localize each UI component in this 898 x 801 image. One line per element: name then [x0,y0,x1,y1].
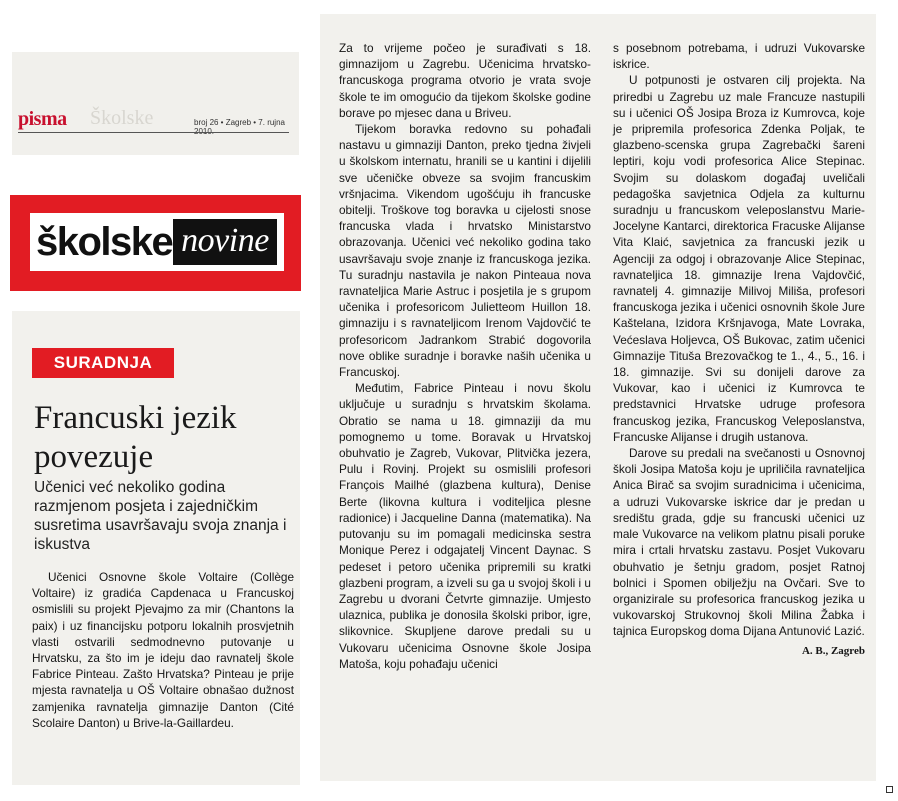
paragraph: Za to vrijeme počeo je surađivati s 18. gimnazijom u Zagrebu. Učenicima hrvatsko-francuskoga programa otvorio je vrata svoje škole te im omogućio da tijekom školske godine borave po mjesec dana u Briveu. [339,41,591,120]
article-kicker: SURADNJA [32,348,174,378]
header-clipping [12,52,299,155]
article-column-left [32,569,294,731]
paragraph: Tijekom boravka redovno su pohađali nastavu u gimnaziji Danton, preko tjedna živjeli u školskom internatu, hranili se u kantini i dijelili sve učeničke obveze sa svojim francuskim vršnjacima. Vikendom ugošćuju ih francuske obitelji. Troškove tog boravka u cijelosti snose francuska vlada i hrvatsko Ministarstvo obrazovanja. Učenici već nekoliko godina tako usavršavaju svoje znanje iz francuskoga jezika. Tu suradnju nastavila je nakon Pinteaua nova ravnateljica Marie Astruc i posjetila je s grupom učenika i profesoricom Julietteom Huillon 18. gimnaziju i s ravnateljicom Irenom Vajdovčić te profesoricom Jadrankom Strabić dogovorila nove oblike suradnje i boravke naših učenika u Francuskoj. [339,122,591,380]
paragraph: Učenici Osnovne škole Voltaire (Collège Voltaire) iz gradića Capdenaca u Francuskoj osmislili su projekt Pjevajmo za mir (Chantons la paix) i uz financijsku potporu lokalnih prosvjetnih vlasti ostvarili sedmodnevno putovanje u Hrvatsku, za što im je ideju dao ravnatelj škole Fabrice Pinteau. Zašto Hrvatska? Pinteau je prije mjesta ravnatelja u OŠ Voltaire obnašao dužnost zamjenika ravnatelja gimnazije Danton (Cité Scolaire Danton) u Brive-la-Gaillardeu. [32,570,294,730]
section-label: pisma [18,108,67,130]
paragraph: s posebnom potrebama, i udruzi Vukovarske iskrice. [613,41,865,72]
article-column-right [613,40,865,659]
article-left-clipping [12,311,300,785]
paragraph: Međutim, Fabrice Pinteau i novu školu uključuje u suradnju s hrvatskim školama. Obratio se nama u 18. gimnaziji da mu pomognemo u tome. Boravak u Hrvatskoj obuhvatio je Zagreb, Vukovar, Plitvička jezera, Pulu i Rovinj. Projekt su osmislili profesori François Mailhé (glazbena kultura), Denise Berte (likovna kultura i voditeljica plesne radionice) i Jacqueline Danna (matematika). Na putovanju su im pomagali medicinska sestra Monique Perez i odgajatelj Vincent Daynac. S pedeset i petoro učenika pripremili su kratki glazbeni program, a izveli su ga u svojoj školi i u Zagrebu u dvorani Četvrte gimnazije. Umjesto ulaznica, publika je donosila školski pribor, igre, slikovnice. Skupljene darove predali su u Vukovaru učenicima Osnovne škole Josipa Matoša, koju pohađaju učenici [339,381,591,671]
header-rule [18,132,289,133]
issue-info: broj 26 • Zagreb • 7. rujna 2010. [194,118,285,136]
paragraph: U potpunosti je ostvaren cilj projekta. Na priredbi u Zagrebu uz male Francuze nastupili su i učenici OŠ Josipa Broza iz Kumrovca, koje je pripremila profesorica Zdenka Poljak, te glazbeno-scenska grupa Zagrebački šareni leptiri, koju vodi profesorica Alice Stepinac. Svojim su dolaskom događaj uveličali pedagoška savjetnica Odjela za kulturnu suradnju u francuskom veleposlanstvu Marie-Jocelyne Kantarci, direktorica Fracuske Alijanse Vita Klaić, savjetnica za francuski jezik u Agenciji za odgoj i obrazovanje Alice Stepinac, ravnateljica 18. gimnazije Irena Vajdovčić, ravnatelj 4. gimnazije Milivoj Miliša, profesori francuskoga jezika i učenici osnovnih škole Jure Kaštelana, Izidora Kršnjavoga, Mate Lovraka, Većeslava Holjevca, OŠ Bukovac, zatim učenici Gimnazije Tituša Brezovačkog te 1., 4., 5., 16. i 18. gimnazije. Svi su donijeli darove za Vukovar, kao i učenici iz Kumrovca te predstavnici Hrvatske udruge profesora francuskog jezika, Francuskog Veleposlanstva, Francuske Alijanse i drugih ustanova. [613,73,865,444]
article-signature: A. B., Zagreb [801,644,865,657]
article-subhead: Učenici već nekoliko godina razmjenom posjeta i zajedničkim susretima usavršavaju svoja znanja i iskustva [34,479,287,553]
article-main-clipping [320,14,876,781]
header-ghost-text: Školske [90,107,154,129]
paragraph: Darove su predali na svečanosti u Osnovnoj školi Josipa Matoša koju je upriličila ravnateljica Anica Birač sa svojim suradnicima i učenicima, a udruzi Vukovarske iskrice dar je predan u središtu grada, gdje su francuski učenici uz male Vukovarce na velikom platnu pisali poruke mira i crtali hrvatsku zastavu. Posjet Vukovaru obuhvatio je šetnju gradom, posjet Ratnoj bolnici i Spomen obilježju na Ovčari. Sve to organizirale su profesorica francuskog jezika u vukovarskoj Strukovnoj školi Milina Žabka i tajnica Europskog doma Dijana Antunović Lazić. [613,446,865,639]
newspaper-logo [10,195,301,291]
logo-word-novine: novine [173,219,277,265]
logo-word-skolske: školske [36,220,173,264]
resize-handle[interactable] [886,786,893,793]
logo-box [30,213,284,271]
article-column-middle [339,40,591,672]
article-headline: Francuski jezik povezuje [34,400,237,475]
